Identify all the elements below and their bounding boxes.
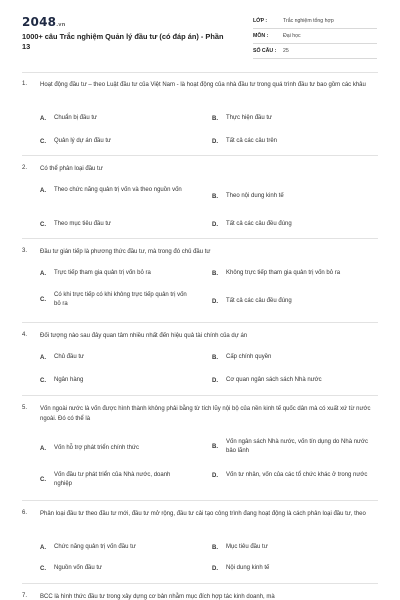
option-letter: C. xyxy=(40,565,46,572)
option-a[interactable] xyxy=(40,114,200,123)
option-d[interactable] xyxy=(212,471,382,480)
option-text: Vốn ngân sách Nhà nước, vốn tín dụng do Nhà nước bảo lãnh xyxy=(226,439,368,454)
option-letter: D. xyxy=(212,377,218,384)
question-text: Hoạt động đầu tư – theo Luật đầu tư của Việt Nam - là hoạt động của nhà đầu tư trong quá trình đầu tư bao gồm các khâu xyxy=(40,82,366,88)
option-text: Ngân hàng xyxy=(54,377,84,383)
option-letter: A. xyxy=(40,354,46,361)
option-text: Theo chức năng quản trị vốn và theo nguồn vốn xyxy=(54,187,182,193)
document-header xyxy=(0,0,400,68)
option-letter: A. xyxy=(40,115,46,122)
option-b[interactable] xyxy=(212,114,382,123)
option-text: Theo mục tiêu đầu tư xyxy=(54,221,112,227)
option-text: Cấp chính quyền xyxy=(226,354,272,360)
question-text: Vốn ngoài nước là vốn được hình thành không phải bằng từ tích lũy nội bộ của nền kinh tế quốc dân mà có xuất xứ từ nước ngoài. Đó có thể là xyxy=(40,406,371,422)
option-letter: A. xyxy=(40,544,46,551)
option-text: Vốn hỗ trợ phát triển chính thức xyxy=(54,445,139,451)
question-divider xyxy=(22,500,378,501)
question-divider xyxy=(22,322,378,323)
option-letter: A. xyxy=(40,445,46,452)
option-d[interactable] xyxy=(212,297,382,306)
option-d[interactable] xyxy=(212,220,382,229)
option-letter: D. xyxy=(212,138,218,145)
option-letter: A. xyxy=(40,187,46,194)
option-letter: C. xyxy=(40,297,46,303)
option-text: Mục tiêu đầu tư xyxy=(226,544,268,550)
option-text: Cơ quan ngân sách sách Nhà nước xyxy=(226,377,322,383)
option-c[interactable] xyxy=(40,291,200,309)
option-text: Theo nội dung kinh tế xyxy=(226,193,284,199)
meta-label: LỚP : xyxy=(253,18,268,24)
option-letter: B. xyxy=(212,193,218,200)
option-letter: D. xyxy=(212,221,218,228)
meta-label: SỐ CÂU : xyxy=(253,48,277,54)
option-d[interactable] xyxy=(212,137,382,146)
question-text: Phân loại đầu tư theo đầu tư mới, đầu tư mở rộng, đầu tư cải tạo công trình đang hoạt động là cách phân loại đầu tư, theo xyxy=(40,511,366,517)
option-letter: B. xyxy=(212,354,218,361)
question-number: 4. xyxy=(22,332,28,338)
option-letter: D. xyxy=(212,472,218,479)
question-number: 7. xyxy=(22,593,28,599)
option-text: Nội dung kinh tế xyxy=(226,565,270,571)
question-divider xyxy=(22,238,378,239)
meta-value: 25 xyxy=(283,48,289,54)
option-text: Tất cả các câu đều đúng xyxy=(226,298,292,304)
option-text: Chuẩn bị đầu tư xyxy=(54,115,98,121)
option-letter: D. xyxy=(212,298,218,305)
question-text: Có thể phân loại đầu tư xyxy=(40,166,103,172)
option-a[interactable] xyxy=(40,269,205,278)
option-b[interactable] xyxy=(212,192,382,201)
question-text: Đầu tư gián tiếp là phương thức đầu tư, mà trong đó chủ đầu tư xyxy=(40,249,211,255)
option-a[interactable] xyxy=(40,353,200,362)
site-logo[interactable] xyxy=(22,15,66,29)
option-a[interactable] xyxy=(40,186,200,195)
option-text: Không trực tiếp tham gia quản trị vốn bỏ ra xyxy=(226,270,341,276)
meta-value: Đại học xyxy=(283,33,301,39)
option-text: Thực hiện đầu tư xyxy=(226,115,273,121)
option-letter: B. xyxy=(212,444,218,450)
option-letter: C. xyxy=(40,138,46,145)
question-divider xyxy=(22,583,378,584)
option-text: Vốn đầu tư phát triển của Nhà nước, doanh nghiệp xyxy=(54,472,171,487)
option-c[interactable] xyxy=(40,220,200,229)
option-text: Có khi trực tiếp có khi không trực tiếp quản trị vốn bỏ ra xyxy=(54,292,187,307)
option-a[interactable] xyxy=(40,543,200,552)
option-text: Tất cả các câu trên xyxy=(226,138,278,144)
option-text: Trực tiếp tham gia quản trị vốn bỏ ra xyxy=(54,270,151,276)
option-b[interactable] xyxy=(212,269,387,278)
question-number: 5. xyxy=(22,405,28,411)
option-c[interactable] xyxy=(40,471,200,489)
option-a[interactable] xyxy=(40,444,200,453)
option-letter: B. xyxy=(212,115,218,122)
option-d[interactable] xyxy=(212,564,382,573)
option-text: Tất cả các câu đều đúng xyxy=(226,221,292,227)
meta-count xyxy=(253,44,377,59)
option-text: Chức năng quản trị vốn đầu tư xyxy=(54,544,136,550)
question-text: Đối tượng nào sau đây quan tâm nhiều nhất đến hiệu quả tài chính của dự án xyxy=(40,333,248,339)
option-b[interactable] xyxy=(212,353,382,362)
option-letter: B. xyxy=(212,544,218,551)
option-c[interactable] xyxy=(40,564,200,573)
option-letter: B. xyxy=(212,270,218,277)
document-title: 1000+ câu Trắc nghiệm Quản lý đầu tư (có đáp án) - Phần 13 xyxy=(22,32,224,51)
meta-label: MÔN : xyxy=(253,33,269,39)
meta-subject xyxy=(253,29,377,44)
option-b[interactable] xyxy=(212,438,382,456)
option-letter: A. xyxy=(40,270,46,277)
question-divider xyxy=(22,395,378,396)
question-number: 1. xyxy=(22,81,28,87)
question-divider xyxy=(22,155,378,156)
option-b[interactable] xyxy=(212,543,382,552)
meta-value: Trắc nghiệm tổng hợp xyxy=(283,18,334,24)
option-letter: C. xyxy=(40,221,46,228)
header-divider xyxy=(22,72,378,73)
option-c[interactable] xyxy=(40,137,200,146)
document-meta xyxy=(253,14,377,59)
option-text: Nguồn vốn đầu tư xyxy=(54,565,103,571)
meta-class xyxy=(253,14,377,29)
question-number: 2. xyxy=(22,165,28,171)
question-text: BCC là hình thức đầu tư trong xây dựng cơ bản nhằm mục đích hợp tác kinh doanh, mà xyxy=(40,594,275,600)
logo-main: 2048 xyxy=(22,15,57,29)
option-text: Vốn tư nhân, vốn của các tổ chức khác ở trong nước xyxy=(226,472,368,478)
option-text: Quản lý dự án đầu tư xyxy=(54,138,112,144)
option-text: Chủ đầu tư xyxy=(54,354,85,360)
option-c[interactable] xyxy=(40,376,200,385)
question-number: 6. xyxy=(22,510,28,516)
option-d[interactable] xyxy=(212,376,382,385)
option-letter: D. xyxy=(212,565,218,572)
question-number: 3. xyxy=(22,248,28,254)
logo-tld: .vn xyxy=(56,22,66,28)
option-letter: C. xyxy=(40,377,46,384)
option-letter: C. xyxy=(40,477,46,483)
